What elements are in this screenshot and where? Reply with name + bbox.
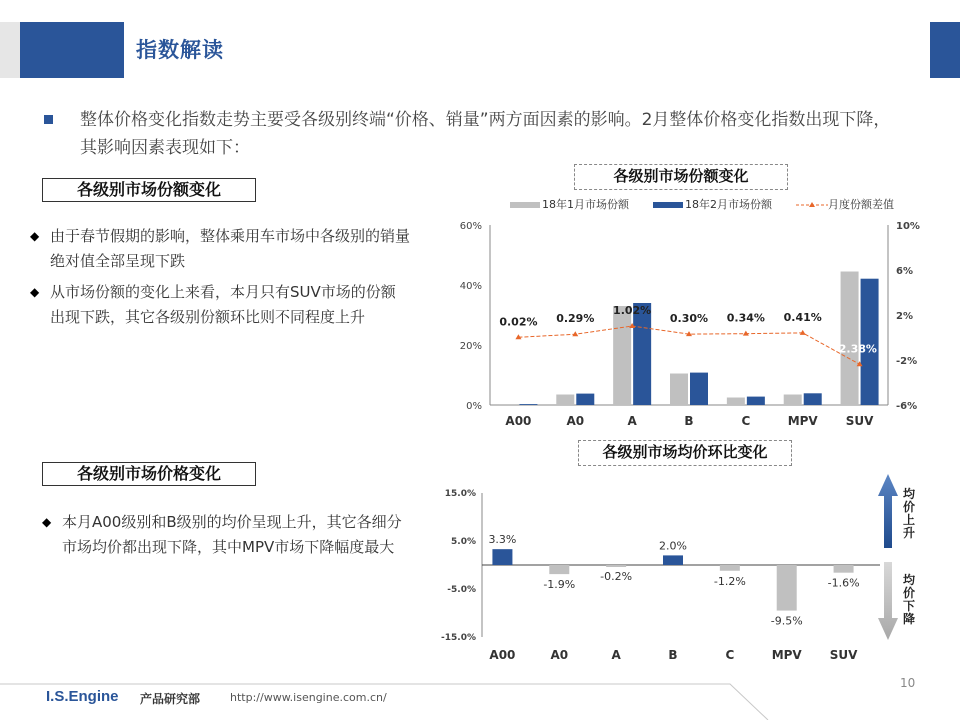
x-tick-label: A0 [550, 648, 569, 662]
footer-url-link[interactable]: http://www.isengine.com.cn/ [230, 691, 387, 704]
x-tick-label: A [611, 648, 621, 662]
data-label: -1.9% [543, 578, 576, 592]
bar-feb-share [519, 404, 537, 405]
price-change-bar [549, 565, 569, 574]
header-accent-right [930, 22, 960, 78]
price-up-label: 均价上升 [902, 487, 915, 540]
data-label: 2.0% [659, 539, 687, 553]
bar-jan-share [727, 398, 745, 406]
y-tick-label-left: 0% [466, 401, 482, 412]
header-accent-left [20, 22, 124, 78]
bullet-text: 本月A00级别和B级别的均价呈现上升，其它各细分市场均价都出现下降，其中MPV市场下降幅度最大 [62, 513, 402, 556]
chart2-title: 各级别市场均价环比变化 [578, 440, 792, 466]
data-label: 0.34% [726, 311, 765, 325]
y-tick-label: 5.0% [451, 537, 476, 547]
price-change-bar [834, 565, 854, 573]
square-bullet-icon [44, 115, 53, 124]
share-diff-point [800, 330, 806, 335]
y-tick-label-left: 20% [459, 341, 482, 352]
data-label: -1.6% [827, 576, 860, 590]
share-diff-point [572, 331, 578, 336]
price-change-bar [492, 549, 512, 565]
y-tick-label-right: 2% [896, 311, 913, 322]
up-down-arrows-icon [876, 472, 900, 642]
bar-feb-share [804, 393, 822, 405]
share-chart [420, 210, 940, 435]
list-item [30, 224, 410, 274]
price-change-bar [720, 565, 740, 571]
data-label: 0.41% [783, 310, 822, 324]
bar-feb-share [747, 397, 765, 405]
legend-label: 18年2月市场份额 [685, 198, 772, 211]
data-label: 0.30% [669, 312, 709, 326]
legend-label: 月度份额差值 [828, 198, 894, 211]
bar-jan-share [556, 395, 574, 406]
price-chart [420, 475, 880, 670]
bar-feb-share [690, 373, 708, 405]
data-label: -1.2% [713, 574, 746, 588]
x-tick-label: C [725, 648, 735, 662]
x-tick-label: A00 [489, 648, 516, 662]
bar-jan-share [613, 306, 631, 405]
x-tick-label: MPV [771, 648, 802, 662]
bar-jan-share [670, 374, 688, 406]
x-tick-label: MPV [787, 414, 818, 428]
x-tick-label: SUV [845, 414, 874, 428]
section-label-share: 各级别市场份额变化 [42, 178, 256, 202]
diamond-bullet-icon: ◆ [30, 229, 40, 243]
page-title: 指数解读 [136, 38, 224, 62]
price-change-bar [606, 565, 626, 567]
data-label: 0.29% [556, 312, 595, 326]
data-label: 1.02% [613, 304, 652, 318]
bar-jan-share [841, 272, 859, 406]
data-label: -9.5% [770, 614, 803, 628]
data-label: -2.38% [834, 342, 877, 356]
bar-jan-share [499, 404, 517, 405]
x-tick-label: A00 [505, 414, 532, 428]
list-item [30, 280, 410, 330]
section-label-price: 各级别市场价格变化 [42, 462, 256, 486]
y-tick-label-left: 60% [459, 221, 482, 232]
legend-label: 18年1月市场份额 [542, 198, 629, 211]
chart1-title: 各级别市场份额变化 [574, 164, 788, 190]
y-tick-label: -15.0% [441, 633, 476, 643]
page-number: 10 [900, 676, 916, 690]
data-label: -0.2% [600, 569, 633, 583]
y-tick-label: 15.0% [444, 489, 476, 499]
diamond-bullet-icon: ◆ [30, 285, 40, 299]
data-label: 3.3% [488, 533, 517, 547]
list-item [42, 510, 408, 560]
price-down-label: 均价下降 [902, 573, 915, 626]
legend-line-icon [796, 201, 828, 209]
legend-swatch-blue [653, 202, 683, 208]
share-bullets [30, 224, 410, 336]
bullet-text: 由于春节假期的影响，整体乘用车市场中各级别的销量绝对值全部呈现下跌 [50, 227, 411, 270]
x-tick-label: A [627, 414, 637, 428]
diamond-bullet-icon: ◆ [42, 515, 52, 529]
price-change-bar [663, 555, 683, 565]
intro-text: 整体价格变化指数走势主要受各级别终端“价格、销量”两方面因素的影响。2月整体价格变化指数出现下降，其影响因素表现如下： [80, 110, 891, 158]
y-tick-label-right: 10% [896, 221, 920, 232]
x-tick-label: A0 [566, 414, 585, 428]
x-tick-label: B [668, 648, 678, 662]
bar-jan-share [784, 395, 802, 406]
header-title-area [124, 22, 930, 78]
bar-feb-share [633, 303, 651, 405]
price-change-bar [777, 565, 797, 611]
price-bullets [42, 510, 408, 566]
bar-feb-share [576, 394, 594, 405]
y-tick-label-right: 6% [896, 266, 913, 277]
x-tick-label: SUV [829, 648, 858, 662]
footer-dept: 产品研究部 [140, 692, 201, 706]
y-tick-label: -5.0% [447, 585, 476, 595]
y-tick-label-right: -6% [896, 401, 918, 412]
data-label: 0.02% [499, 315, 538, 329]
x-tick-label: B [684, 414, 694, 428]
bullet-text: 从市场份额的变化上来看，本月只有SUV市场的份额出现下跌，其它各级别份额环比则不同程度上升 [50, 283, 396, 326]
y-tick-label-right: -2% [896, 356, 918, 367]
footer-brand: I.S.Engine [46, 688, 119, 705]
legend-swatch-gray [510, 202, 540, 208]
x-tick-label: C [741, 414, 751, 428]
y-tick-label-left: 40% [459, 281, 482, 292]
